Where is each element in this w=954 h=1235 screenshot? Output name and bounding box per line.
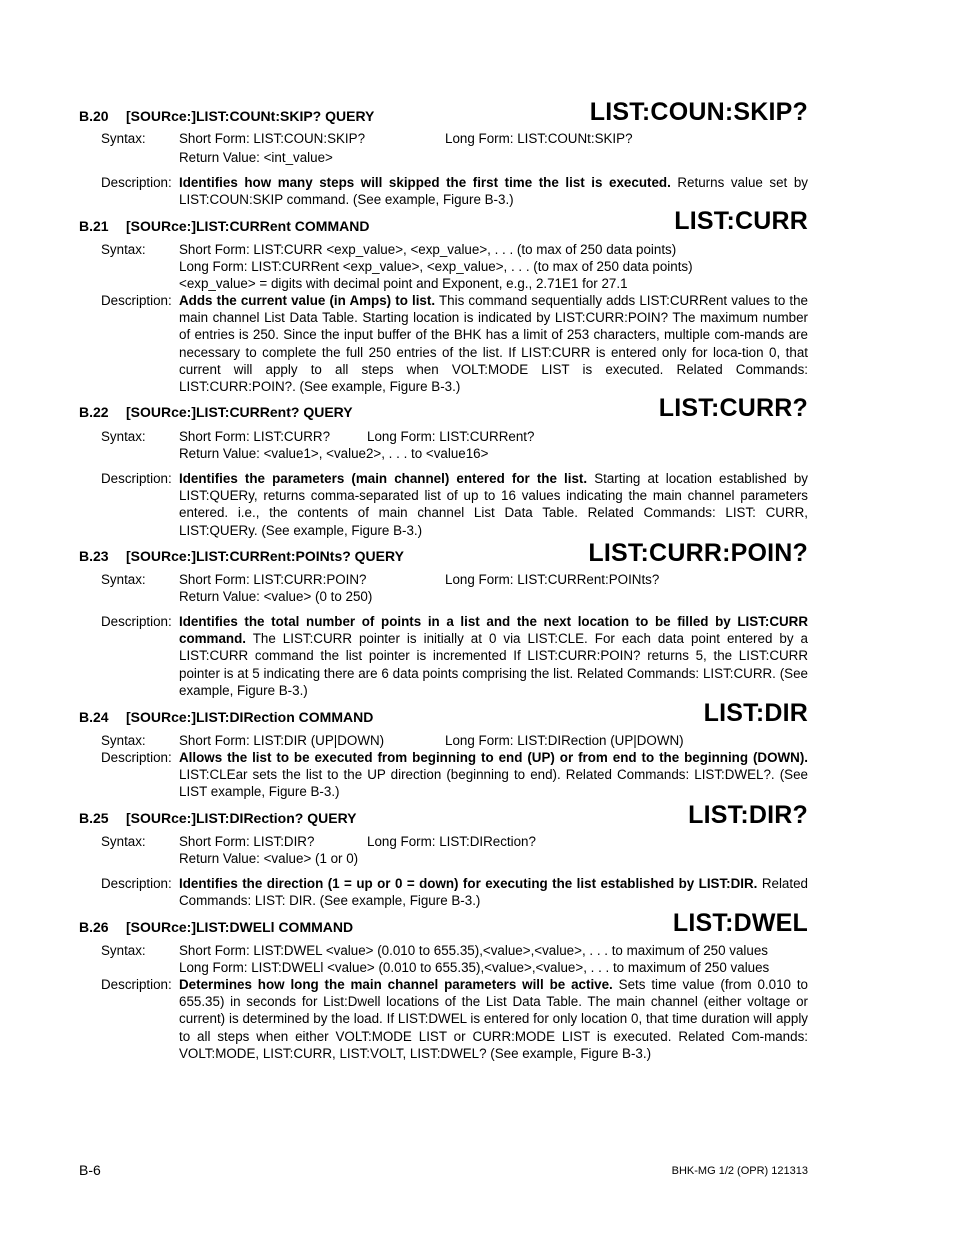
section-heading: B.23 [SOURce:]LIST:CURRent:POINts? QUERY bbox=[79, 548, 404, 564]
description-label: Description: bbox=[101, 293, 172, 308]
short-form: Short Form: LIST:CURR? bbox=[179, 429, 331, 444]
long-form: Long Form: LIST:DIRection? bbox=[367, 834, 536, 849]
section-heading: B.26 [SOURce:]LIST:DWELl COMMAND bbox=[79, 919, 354, 935]
description-text: Identifies how many steps will skipped the first time the list is executed. Returns value set by LIST:COUN:SKIP command. (See example, Figure B-3.) bbox=[179, 175, 808, 208]
syntax-label: Syntax: bbox=[101, 572, 146, 587]
short-form: Short Form: LIST:CURR:POIN? bbox=[179, 572, 367, 587]
description-text: Identifies the direction (1 = up or 0 = down) for executing the list established by LIST:DIR. Related Commands: LIST: DIR. (See example, Figure B-3.) bbox=[179, 876, 808, 909]
command-title: LIST:CURR bbox=[674, 207, 808, 235]
command-title: LIST:CURR:POIN? bbox=[588, 539, 808, 567]
short-form: Short Form: LIST:CURR <exp_value>, <exp_value>, . . . (to max of 250 data points) bbox=[179, 242, 677, 257]
command-title: LIST:DWEL bbox=[672, 909, 808, 937]
return-value: Return Value: <value> (0 to 250) bbox=[179, 589, 373, 604]
section-heading: B.24 [SOURce:]LIST:DIRection COMMAND bbox=[79, 709, 374, 725]
section-heading: B.21 [SOURce:]LIST:CURRent COMMAND bbox=[79, 218, 370, 234]
description-text: Identifies the parameters (main channel) entered for the list. Starting at location established by LIST:QUERy, returns comma-separated list of up to 16 values indicating the main channel parameters entered. i.e., the contents of main channel List Data Table. Related Commands: LIST: CURR, LIST:QUERy. (See example, Figure B-3.) bbox=[179, 471, 808, 538]
short-form: Short Form: LIST:DWEL <value> (0.010 to 655.35),<value>,<value>, . . . to maximum of 250 values bbox=[179, 943, 768, 958]
description-text: Allows the list to be executed from beginning to end (UP) or from end to the beginning (DOWN). LIST:CLEar sets the list to the UP direction (beginning to end). Related Commands: LIST:DWEL?. (See LIST example, Figure B-3.) bbox=[179, 750, 808, 800]
short-form: Short Form: LIST:COUN:SKIP? bbox=[179, 131, 366, 146]
short-form: Short Form: LIST:DIR? bbox=[179, 834, 315, 849]
short-form: Short Form: LIST:DIR (UP|DOWN) bbox=[179, 733, 385, 748]
return-value: Return Value: <int_value> bbox=[179, 150, 333, 165]
description-label: Description: bbox=[101, 876, 172, 891]
command-title: LIST:DIR bbox=[703, 699, 808, 727]
description-label: Description: bbox=[101, 471, 172, 486]
section-heading: B.22 [SOURce:]LIST:CURRent? QUERY bbox=[79, 404, 353, 420]
return-value: Return Value: <value> (1 or 0) bbox=[179, 851, 359, 866]
syntax-label: Syntax: bbox=[101, 834, 146, 849]
section-heading: B.25 [SOURce:]LIST:DIRection? QUERY bbox=[79, 810, 357, 826]
description-label: Description: bbox=[101, 175, 172, 190]
long-form: Long Form: LIST:DWELl <value> (0.010 to 655.35),<value>,<value>, . . . to maximum of 250 values bbox=[179, 960, 770, 975]
long-form: Long Form: LIST:COUNt:SKIP? bbox=[445, 131, 633, 146]
long-form: Long Form: LIST:CURRent <exp_value>, <exp_value>, . . . (to max of 250 data points) bbox=[179, 259, 693, 274]
description-label: Description: bbox=[101, 750, 172, 765]
page-number: B-6 bbox=[79, 1162, 101, 1178]
syntax-label: Syntax: bbox=[101, 943, 146, 958]
syntax-label: Syntax: bbox=[101, 429, 146, 444]
long-form: Long Form: LIST:CURRent? bbox=[367, 429, 535, 444]
description-text: Adds the current value (in Amps) to list. This command sequentially adds LIST:CURRent values to the main channel List Data Table. Starting location is indicated by LIST:CURR:POIN? The maximum number of entries is 250. Since the input buffer of the BHK has a limit of 253 characters, multiple com-mands are necessary to complete the full 250 entries of the list. If LIST:CURR is entered only for loca-tion 0, that current will apply to all steps when VOLT:MODE LIST is executed. Related Commands: LIST:CURR:POIN?. (See example, Figure B-3.) bbox=[179, 293, 809, 395]
section-heading: B.20 [SOURce:]LIST:COUNt:SKIP? QUERY bbox=[79, 108, 375, 124]
command-title: LIST:CURR? bbox=[658, 394, 808, 422]
return-value: Return Value: <value1>, <value2>, . . . to <value16> bbox=[179, 446, 489, 461]
description-label: Description: bbox=[101, 614, 172, 629]
description-text: Identifies the total number of points in a list and the next location to be filled by LIST:CURR command. The LIST:CURR pointer is initially at 0 via LIST:CLE. For each data point entered by a LIST:CURR command the list pointer is incremented If LIST:CURR:POIN? returns 5, the LIST:CURR pointer is at 5 indicating there are 6 data points comprising the list. Related Commands: LIST:CURR. (See example, Figure B-3.) bbox=[179, 614, 808, 698]
long-form: Long Form: LIST:DIRection (UP|DOWN) bbox=[445, 733, 684, 748]
long-form: Long Form: LIST:CURRent:POINts? bbox=[445, 572, 660, 587]
syntax-label: Syntax: bbox=[101, 733, 146, 748]
command-title: LIST:COUN:SKIP? bbox=[589, 98, 808, 126]
document-id: BHK-MG 1/2 (OPR) 121313 bbox=[671, 1165, 808, 1177]
syntax-label: Syntax: bbox=[101, 131, 146, 146]
syntax-label: Syntax: bbox=[101, 242, 146, 257]
description-text: Determines how long the main channel parameters will be active. Sets time value (from 0.010 to 655.35) in seconds for List:Dwell locations of the List Data Table. The main channel (either voltage or current) is determined by the load. If LIST:DWEL is entered for only location 0, that time duration will apply to all steps when either VOLT:MODE LIST or CURR:MODE LIST is executed. Related Com-mands: VOLT:MODE, LIST:CURR, LIST:VOLT, LIST:DWEL? (See example, Figure B-3.) bbox=[179, 977, 809, 1061]
description-label: Description: bbox=[101, 977, 172, 992]
syntax-note: <exp_value> = digits with decimal point and Exponent, e.g., 2.71E1 for 27.1 bbox=[179, 276, 628, 291]
command-title: LIST:DIR? bbox=[688, 801, 808, 829]
